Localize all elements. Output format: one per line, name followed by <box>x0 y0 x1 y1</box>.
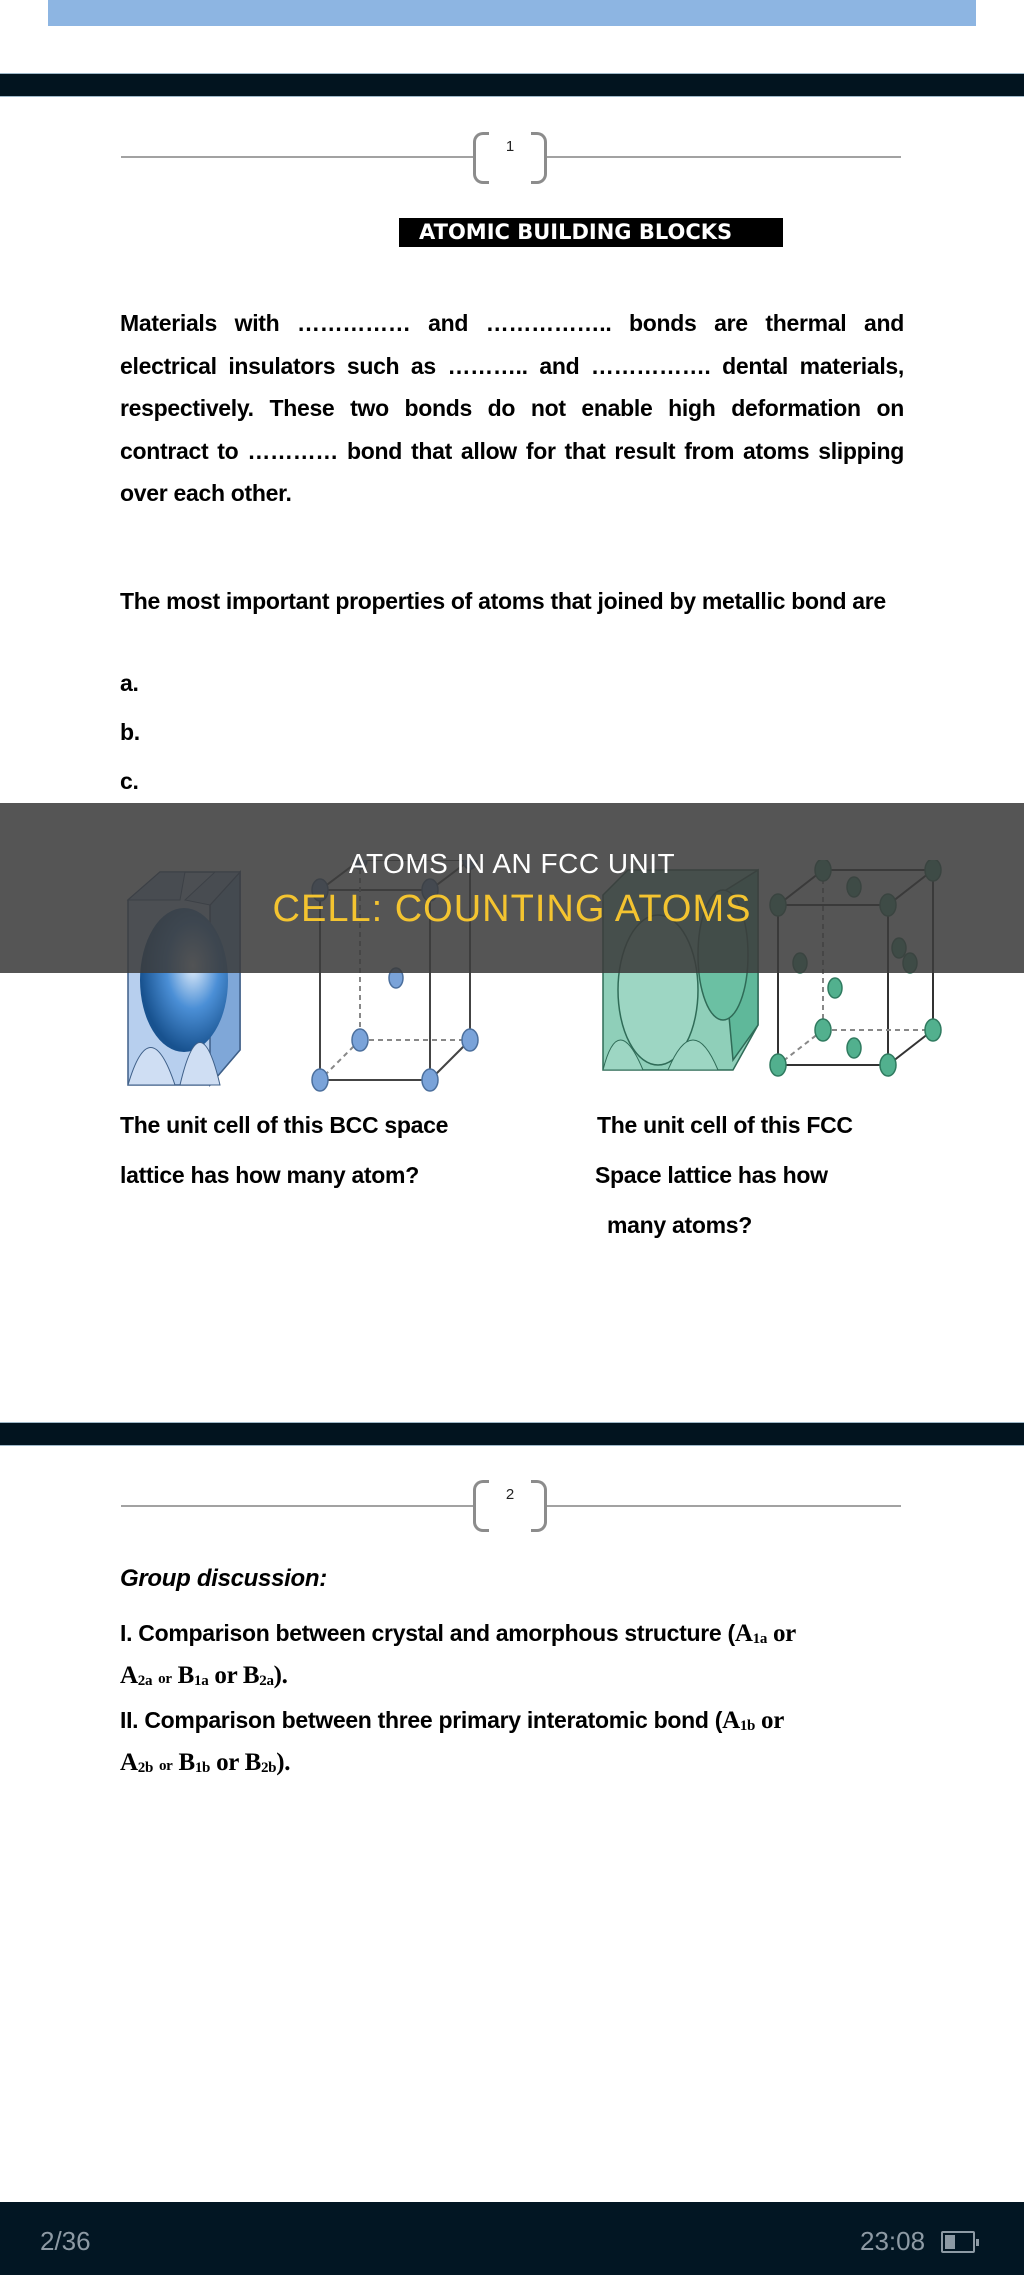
fcc-caption-line-3: many atoms? <box>607 1212 752 1238</box>
page-separator <box>0 73 1024 97</box>
page-separator <box>0 1422 1024 1446</box>
metallic-bond-question: The most important properties of atoms that joined by metallic bond are <box>120 588 886 614</box>
bcc-caption-line-2: lattice has how many atom? <box>120 1162 419 1188</box>
discussion-item-1-text: I. Comparison between crystal and amorphous structure ( <box>120 1620 735 1646</box>
page-number: 1 <box>505 138 515 155</box>
discussion-item-2-text: II. Comparison between three primary interatomic bond ( <box>120 1707 723 1733</box>
page-indicator[interactable]: 2/36 <box>40 2226 91 2256</box>
battery-low-icon <box>941 2231 975 2253</box>
page-number-rule-right <box>547 1505 901 1507</box>
code-a1b: $A_{1b}$ or $A_{2b}$ or $B_{1b}$ or $B_{2b}$). <box>120 1707 785 1776</box>
bcc-caption-line-1: The unit cell of this BCC space <box>120 1112 449 1138</box>
page-number-bracket-right <box>531 132 547 184</box>
section-title: ATOMIC BUILDING BLOCKS <box>399 218 783 247</box>
answer-c-label: c. <box>120 768 139 794</box>
page-number: 2 <box>505 1486 515 1503</box>
overlay-title-line-2: CELL: COUNTING ATOMS <box>272 888 752 930</box>
page-number-bracket-left <box>473 132 489 184</box>
page-number-bracket-left <box>473 1480 489 1532</box>
group-discussion-heading: Group discussion: <box>120 1565 327 1592</box>
answer-b-label: b. <box>120 719 140 745</box>
code-a1a: $A_{1a}$ or $A_{2a}$ or $B_{1a}$ or $B_{2a}$). <box>120 1620 796 1689</box>
fcc-caption-line-2: Space lattice has how <box>595 1162 828 1188</box>
previous-page-header-band <box>48 0 976 26</box>
page-number-bracket-right <box>531 1480 547 1532</box>
page-number-rule-left <box>121 1505 473 1507</box>
page-number-rule-right <box>547 156 901 158</box>
page-number-rule-left <box>121 156 473 158</box>
discussion-item-2 <box>120 1702 920 1786</box>
clock: 23:08 <box>860 2226 926 2256</box>
fcc-caption-line-1: The unit cell of this FCC <box>597 1112 853 1138</box>
fill-in-paragraph: Materials with …………… and …………….. bonds are thermal and electrical insulators such as ……….. and ……………. dental materials, respectively. These two bonds do not enable high deformation on contract to ………… bond that allow for that result from atoms slipping over each other. <box>120 310 904 506</box>
answer-a-label: a. <box>120 670 139 696</box>
discussion-item-1 <box>120 1615 920 1699</box>
overlay-title-line-1: ATOMS IN AN FCC UNIT <box>348 848 676 879</box>
